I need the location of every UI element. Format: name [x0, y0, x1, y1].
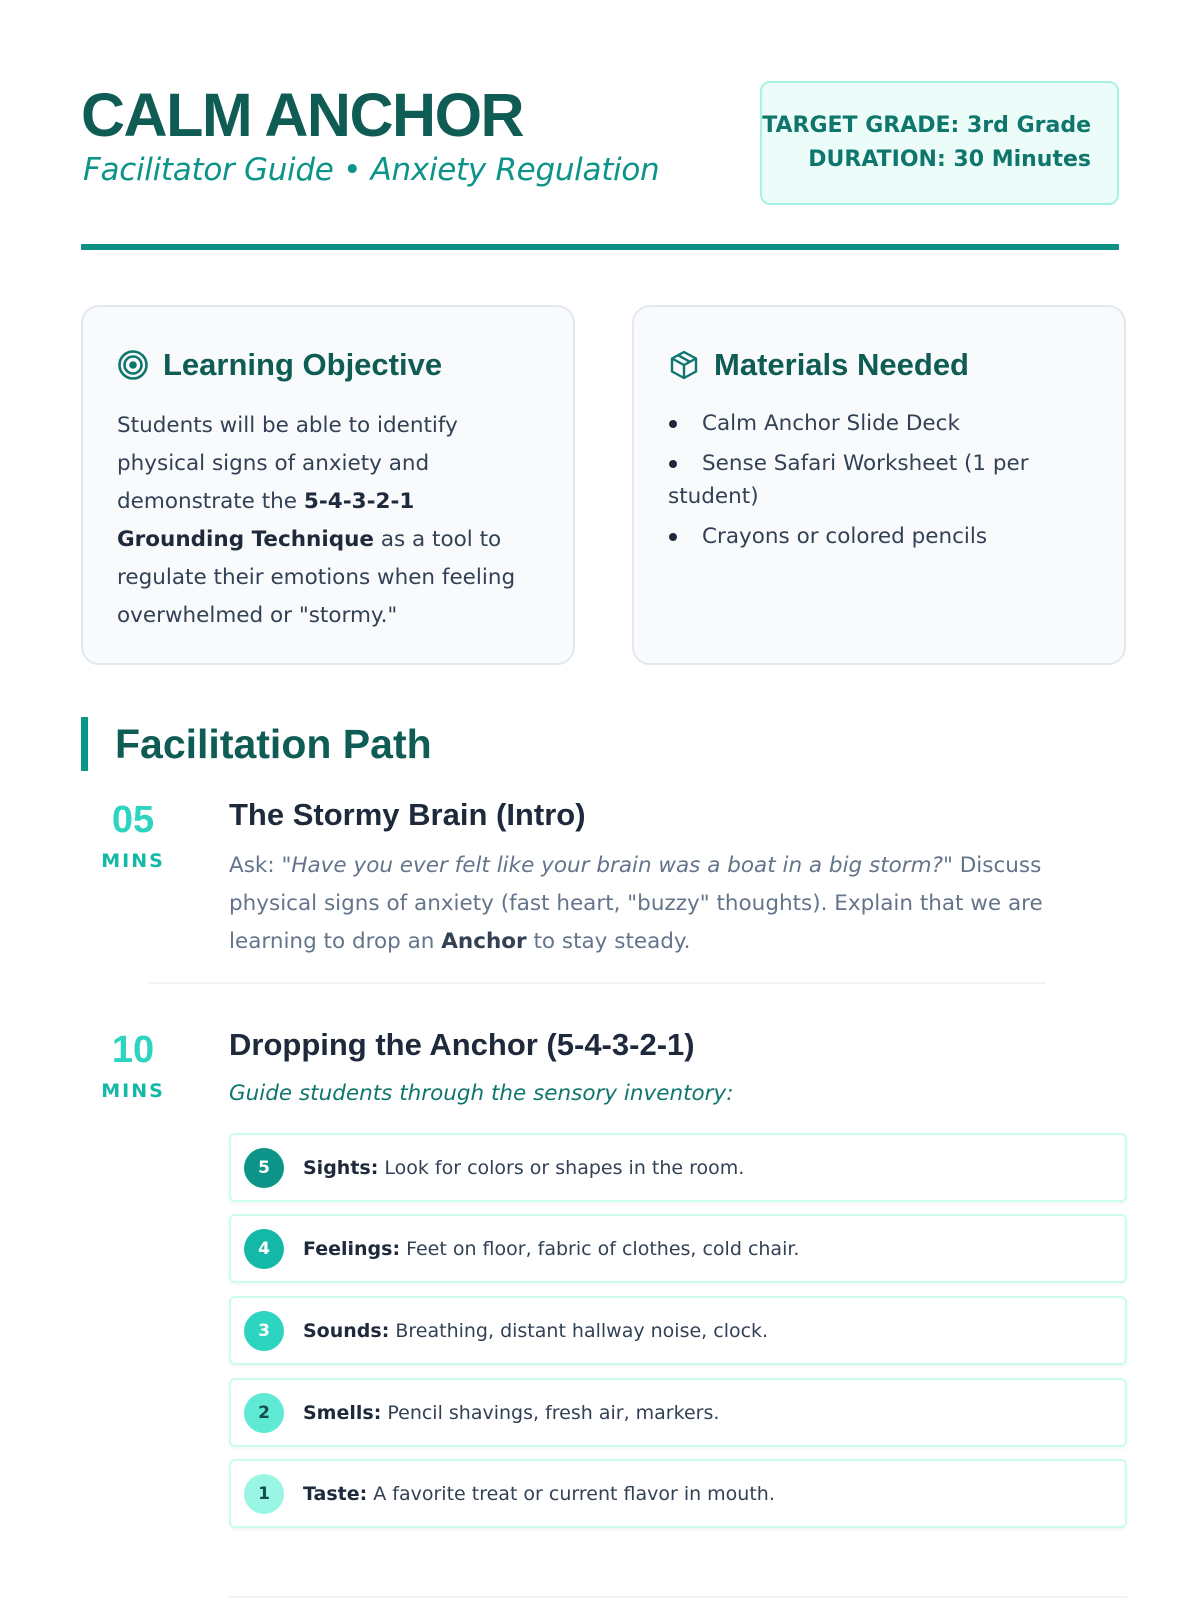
sense-label: Sights: [303, 1156, 379, 1179]
target-grade-value: 3rd Grade [967, 113, 1091, 138]
learning-objective-header [117, 345, 539, 385]
sense-count-badge: 3 [244, 1311, 284, 1351]
step-minutes: 05 [111, 799, 155, 841]
step-minutes: 10 [111, 1029, 155, 1071]
sense-text [303, 1320, 768, 1342]
sense-label: Sounds: [303, 1319, 390, 1342]
target-grade [762, 109, 1091, 143]
step-title: Dropping the Anchor (5-4-3-2-1) [229, 1027, 695, 1062]
learning-objective-card [81, 305, 575, 665]
learning-objective-text [117, 407, 539, 635]
sense-text [303, 1402, 719, 1424]
step-text-part: Discuss physical signs of anxiety (fast heart, "buzzy" thoughts). Explain that we are learning to drop an [229, 853, 1043, 954]
objective-technique: 5-4-3-2-1 Grounding Technique [117, 489, 415, 552]
learning-objective-title: Learning Objective [163, 347, 443, 382]
sense-item [229, 1459, 1127, 1528]
lesson-meta-box [760, 81, 1119, 205]
objective-text-part: Students will be able to identify physical signs of anxiety and demonstrate the [117, 413, 458, 514]
step-time [81, 1028, 185, 1102]
ask-quote: "Have you ever felt like your brain was a boat in a big storm?" [281, 853, 953, 878]
list-item: Calm Anchor Slide Deck [668, 407, 1090, 440]
sense-count-badge: 2 [244, 1393, 284, 1433]
header [81, 0, 1119, 250]
step-minutes-unit: MINS [101, 1080, 165, 1102]
sense-item [229, 1133, 1127, 1202]
info-cards [81, 305, 1127, 665]
sense-item [229, 1296, 1127, 1365]
objective-text-part: as a tool to regulate their emotions when feeling overwhelmed or "stormy." [117, 527, 516, 628]
materials-header [668, 345, 1090, 385]
step-time [81, 798, 185, 872]
list-item: Crayons or colored pencils [668, 520, 1090, 553]
sense-text [303, 1157, 744, 1179]
box-icon [668, 349, 700, 381]
materials-card [632, 305, 1126, 665]
page-subtitle: Facilitator Guide • Anxiety Regulation [83, 152, 660, 188]
sense-count-badge: 4 [244, 1229, 284, 1269]
duration-label: DURATION: [808, 147, 946, 172]
sense-description: Breathing, distant hallway noise, clock. [389, 1319, 769, 1342]
sense-description: A favorite treat or current flavor in mouth. [367, 1482, 775, 1505]
sense-description: Pencil shavings, fresh air, markers. [381, 1401, 720, 1424]
sense-item [229, 1378, 1127, 1447]
sense-description: Feet on floor, fabric of clothes, cold chair. [400, 1237, 800, 1260]
sense-label: Taste: [303, 1482, 368, 1505]
sense-label: Smells: [303, 1401, 382, 1424]
step-minutes-unit: MINS [101, 850, 165, 872]
sense-description: Look for colors or shapes in the room. [378, 1156, 745, 1179]
duration [762, 143, 1091, 177]
list-item: Sense Safari Worksheet (1 per student) [668, 447, 1090, 513]
sense-item [229, 1214, 1127, 1283]
target-grade-label: TARGET GRADE: [762, 113, 960, 138]
step-text-part: to stay steady. [526, 929, 691, 954]
sense-label: Feelings: [303, 1237, 401, 1260]
page-title: CALM ANCHOR [81, 81, 524, 149]
sense-count-badge: 1 [244, 1474, 284, 1514]
step-title: The Stormy Brain (Intro) [229, 797, 586, 832]
target-icon [117, 349, 149, 381]
step-divider [229, 1596, 1127, 1598]
sense-count-badge: 5 [244, 1148, 284, 1188]
sense-text [303, 1238, 799, 1260]
step-body [229, 795, 1127, 961]
materials-title: Materials Needed [714, 347, 969, 382]
ask-prefix: Ask: [229, 853, 282, 878]
sense-text [303, 1483, 775, 1505]
duration-value: 30 Minutes [953, 147, 1091, 172]
header-divider [81, 244, 1119, 250]
step-guide-text: Guide students through the sensory inventory: [229, 1081, 734, 1106]
anchor-term: Anchor [441, 929, 527, 954]
materials-list [668, 407, 1090, 553]
step-divider [148, 982, 1046, 984]
facilitation-path-heading: Facilitation Path [81, 717, 432, 771]
step-body [229, 1025, 1127, 1111]
step-description [229, 847, 1127, 961]
